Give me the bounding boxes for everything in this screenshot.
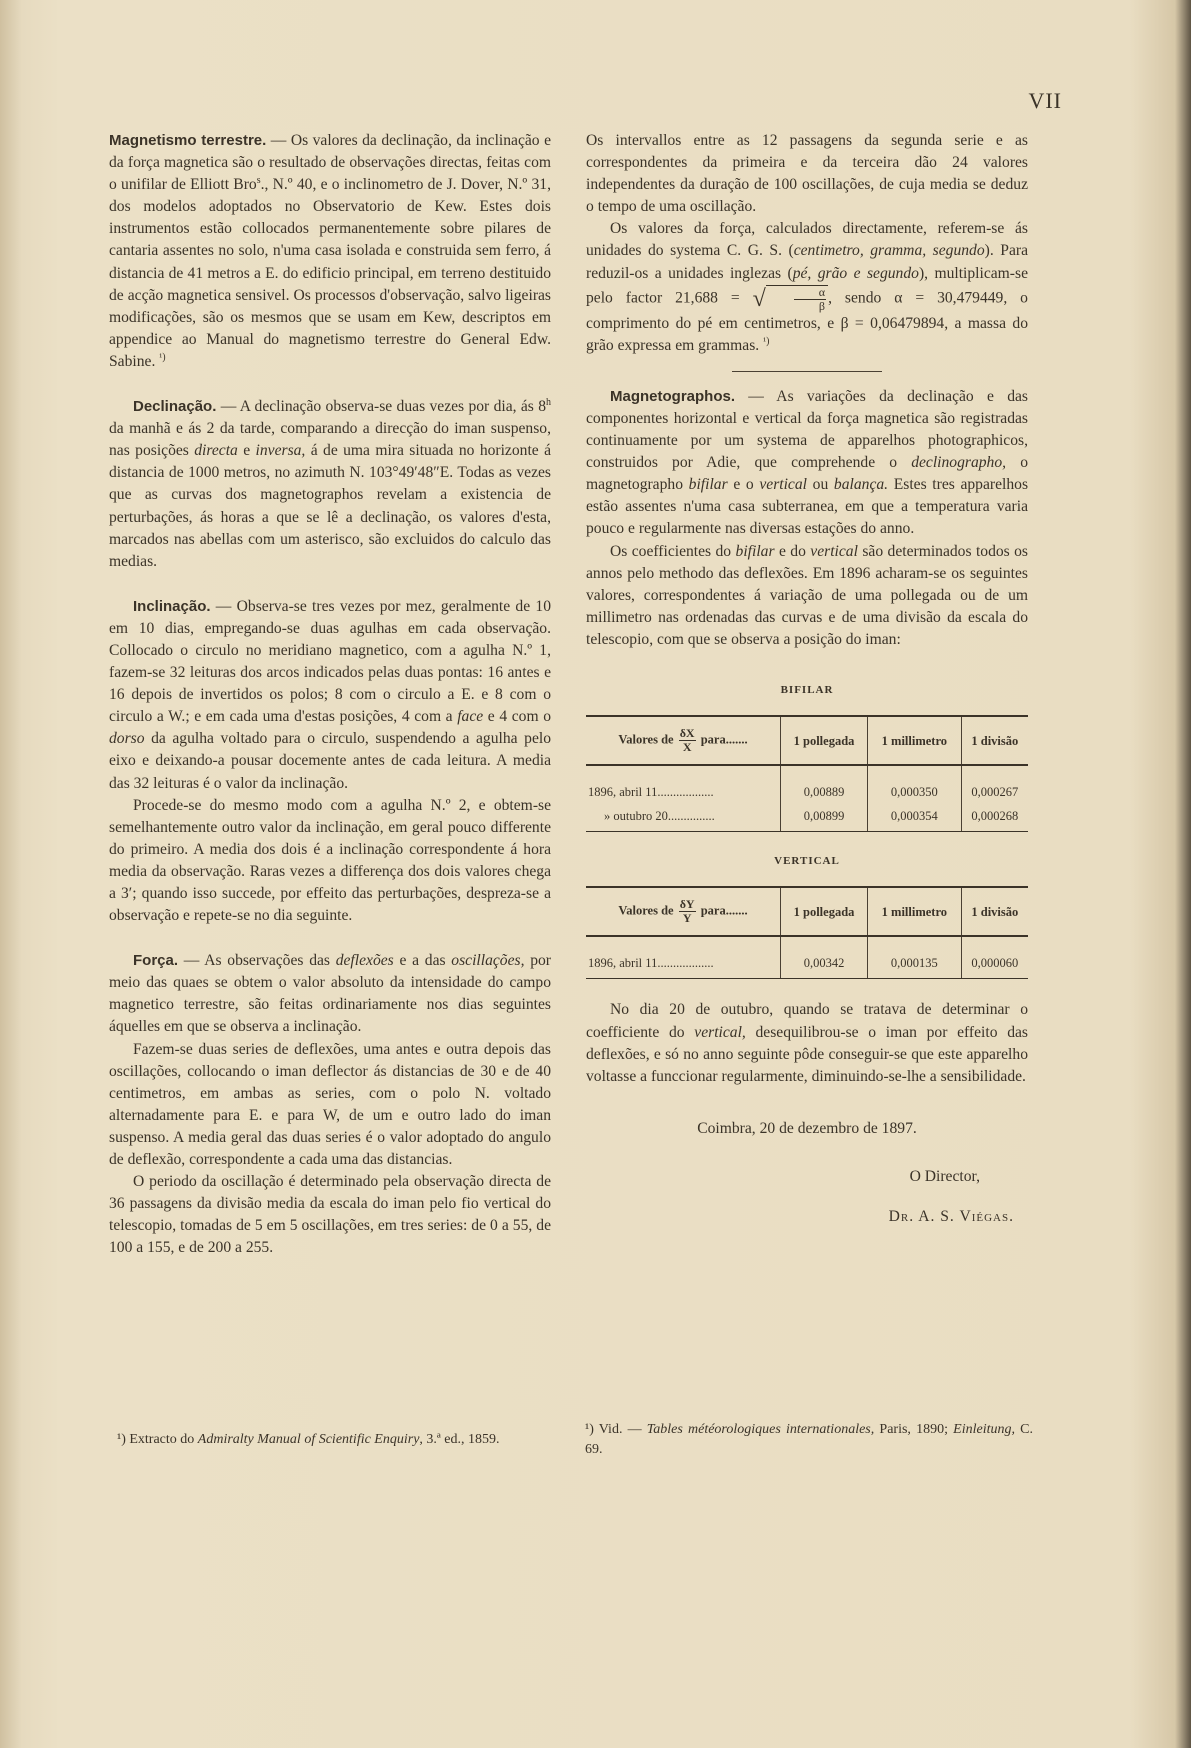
table-row: 1896, abril 11.................. 0,00342 0,000135 0,000060 [586, 951, 1028, 979]
paragraph-magnetographos: Magnetographos. — As variações da declinação e das componentes horizontal e vertical da força magnetica são registradas continuamente por um systema de apparelhos photographicos, construidos por Adie, que comprehende o declinographo, o magnetographo bifilar e o vertical ou balança. Estes tres apparelhos estão assentes n'uma casa subterranea, em que a temperatura varia pouco e regularmente nas diversas estações do anno. [586, 387, 1029, 538]
section-heading-magnetographos: Magnetographos. [610, 387, 736, 405]
header-millimetro: 1 millimetro [868, 716, 962, 765]
paragraph-magnetismo: Magnetismo terrestre. — Os valores da declinação, da inclinação e da força magnetica são o resultado de observações directas, feitas com o unifilar de Elliott Bro$^s$., N.º 40, e o inclinometro de J. Dover, N.º 31, dos modelos adoptados no Observatorio de Kew. Estes dois instrumentos estão collocados permanentemente sobre pilares de cantaria assentes no solo, n'uma casa isolada e construida sem ferro, á distancia de 41 metros a E. do edificio principal, em terreno destituido de acção magnetica sensivel. Os processos d'observação, salvo ligeiras modificações, são os mesmos que se usam em Kew, descriptos em appendice ao Manual do magnetismo terrestre do General Edw. Sabine. $^{^1)}$ [109, 132, 551, 370]
footnote-ref: ¹) [159, 351, 166, 363]
header-valores: Valores de $\frac{\delta Y}{Y}$ para....... [586, 887, 780, 936]
paragraph-periodo: O periodo da oscillação é determinado pela observação directa de 36 passagens da divisão media da escala do iman pelo fio vertical do telescopio, tomadas de 5 em 5 oscillações, em tres series: de 0 a 55, de 100 a 155, e de 200 a 255. [109, 1173, 551, 1257]
table-row: » outubro 20............... 0,00899 0,000354 0,000268 [586, 804, 1028, 832]
section-heading-inclinacao: Inclinação. [133, 597, 211, 615]
header-divisao: 1 divisão [971, 733, 1019, 748]
sqrt-symbol: √ [752, 285, 766, 312]
paragraph-valores-forca: Os valores da força, calculados directamente, referem-se ás unidades do systema C. G. S. (centimetro, gramma, segundo). Para reduzil-os a unidades inglezas (pé, grão e segundo), multiplicam-se pelo factor 21,688 = √ $\frac{\alpha}{\beta}$ , sendo α = 30,479449, o comprimento do pé em centimetros, e β = 0,06479894, a massa do grão expressa em grammas. $^{^1)}$ [586, 220, 1028, 354]
fraction-alpha-beta: $\frac{\alpha}{\beta}$ [794, 286, 826, 313]
table-title-vertical: VERTICAL [774, 855, 840, 868]
footnote-left: ¹) Extracto do Admiralty Manual of Scientific Enquiry, 3.ª ed., 1859. [117, 1432, 500, 1447]
header-valores: Valores de $\frac{\delta X}{X}$ para....... [586, 716, 780, 765]
section-heading-forca: Força. [133, 952, 179, 970]
footnote-ref: ¹) [763, 335, 770, 347]
header-divisao: 1 divisão [971, 904, 1019, 919]
table-header-row [586, 887, 1028, 936]
header-pollegada: 1 pollegada [780, 716, 867, 765]
table-vertical [586, 886, 1028, 979]
table-title-bifilar: BIFILAR [780, 683, 834, 696]
table-bifilar [586, 715, 1028, 832]
paragraph-inclinacao: Inclinação. — Observa-se tres vezes por mez, geralmente de 10 em 10 dias, empregando-se duas agulhas em cada observação. Collocado o circulo no meridiano magnetico, com a agulha N.º 1, fazem-se 32 leituras dos arcos indicados pelas duas pontas: 16 antes e 16 depois de invertidos os polos; 8 com o circulo a E. e 8 com o circulo a W.; e em cada uma d'estas posições, 4 com a face e 4 com o dorso da agulha voltado para o circulo, suspendendo a agulha pelo eixo e deixando-a pousar docemente antes de cada leitura. A media das 32 leituras é o valor da inclinação. [109, 597, 551, 792]
footnote-right: ¹) Vid. — Tables météorologiques internationales, Paris, 1890; Einleitung, C. 69. [585, 1422, 1033, 1457]
left-column [109, 130, 551, 1260]
right-column [586, 130, 1028, 1228]
paragraph-declinacao: Declinação. — A declinação observa-se duas vezes por dia, ás 8$^h$ da manhã e ás 2 da tarde, comparando a direcção do iman suspenso, nas posições directa e inversa, á de uma mira situada no horizonte á distancia de 1000 metros, no azimuth N. 103°49′48″E. Todas as vezes que as curvas dos magnetographos revelam a existencia de perturbações, ás horas a que se lê a declinação, os valores d'esta, marcados nas abellas com um asterisco, são excluidos do calculo das medias. [109, 396, 551, 570]
paragraph-coefficientes: Os coefficientes do bifilar e do vertical são determinados todos os annos pelo methodo das deflexões. Em 1896 acharam-se os seguintes valores, correspondentes á variação de uma pollegada ou de um millimetro nas ordenadas das curvas e de uma divisão da escala do telescopio, com que se observa a posição do iman: [586, 542, 1029, 648]
page-number: VII [1028, 88, 1062, 113]
section-divider [732, 371, 882, 372]
header-pollegada: 1 pollegada [780, 887, 867, 936]
place-date: Coimbra, 20 de dezembro de 1897. [697, 1119, 917, 1137]
table-header-row [586, 716, 1028, 765]
paragraph-forca: Força. — As observações das deflexões e a das oscillações, por meio das quaes se obtem o valor absoluto da intensidade do campo magnetico terrestre, são feitas ordinariamente nos dias seguintes áquelles em que se observa a inclinação. [109, 952, 552, 1036]
director-label: O Director, [909, 1167, 980, 1185]
section-heading-declinacao: Declinação. [133, 398, 217, 416]
header-millimetro: 1 millimetro [868, 887, 962, 936]
table-row: 1896, abril 11.................. 0,00889 0,000350 0,000267 [586, 780, 1028, 804]
paragraph-intervallos: Os intervallos entre as 12 passagens da segunda serie e as correspondentes da primeira e da terceira dão 24 valores independentes da duração de 100 oscillações, de cuja media se deduz o tempo de uma oscillação. [586, 132, 1028, 216]
paragraph-deflexoes: Fazem-se duas series de deflexões, uma antes e outra depois das oscillações, collocando o iman deflector ás distancias de 30 e de 40 centimetros, em ambas as series, com o polo N. voltado alternadamente para E. e para W, de um e outro lado do iman suspenso. A media geral das duas series é o valor adoptado do angulo de deflexão, correspondente a cada uma das distancias. [109, 1040, 551, 1169]
paragraph-outubro: No dia 20 de outubro, quando se tratava de determinar o coefficiente do vertical, desequilibrou-se o iman por effeito das deflexões, e só no anno seguinte pôde conseguir-se que este apparelho voltasse a funccionar regularmente, diminuindo-se-lhe a sensibilidade. [586, 1001, 1028, 1085]
section-heading-magnetismo: Magnetismo terrestre. [109, 132, 267, 149]
signature: Dr. A. S. Viégas. [888, 1208, 1014, 1225]
paragraph-agulha-2: Procede-se do mesmo modo com a agulha N.º 2, e obtem-se semelhantemente outro valor da inclinação, em geral pouco differente do primeiro. A media dos dois é a inclinação correspondente á hora media da observação. Raras vezes a differença dos dois valores chega a 3′; quando isso succede, por effeito das perturbações, despreza-se a observação e repete-se no dia seguinte. [109, 796, 551, 925]
